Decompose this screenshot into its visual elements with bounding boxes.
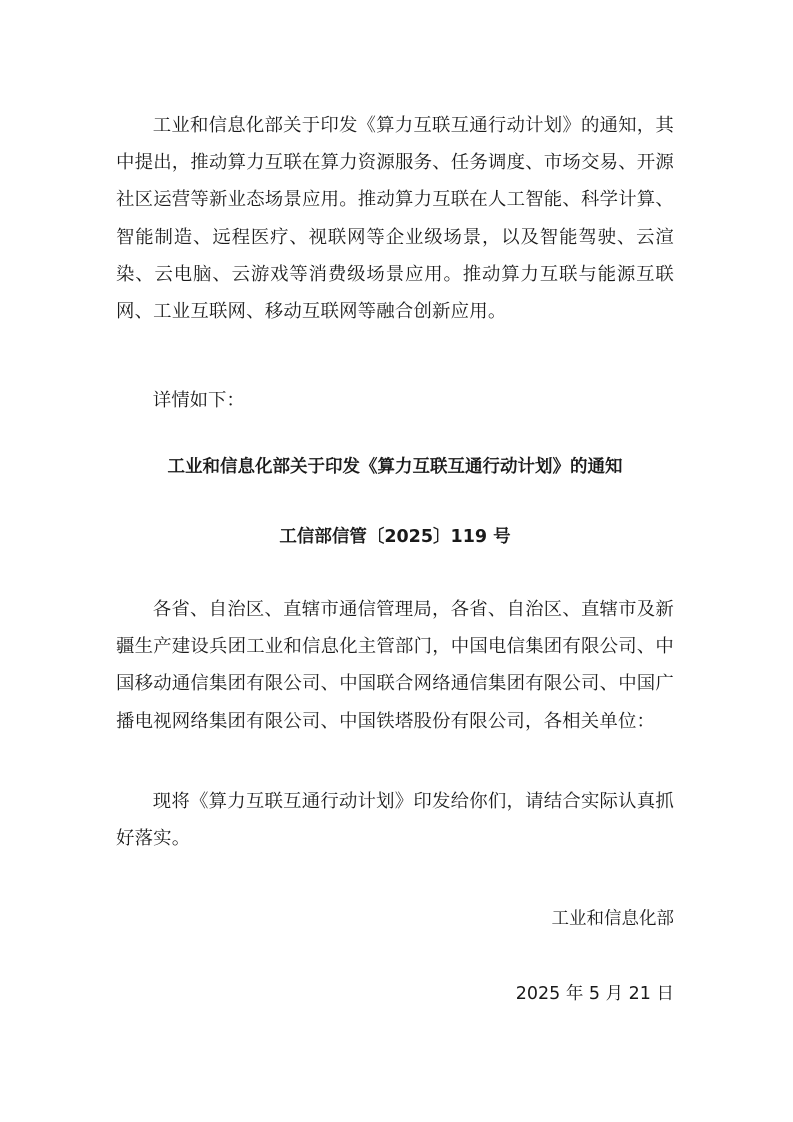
body-paragraph: 现将《算力互联互通行动计划》印发给你们，请结合实际认真抓好落实。	[116, 791, 674, 850]
recipients-paragraph: 各省、自治区、直辖市通信管理局，各省、自治区、直辖市及新疆生产建设兵团工业和信息化主管部门，中国电信集团有限公司、中国移动通信集团有限公司、中国联合网络通信集团有限公司、中国广播电视网络集团有限公司、中国铁塔股份有限公司，各相关单位：	[116, 599, 674, 732]
signature: 工业和信息化部	[551, 909, 674, 929]
notice-title: 工业和信息化部关于印发《算力互联互通行动计划》的通知	[167, 457, 623, 477]
details-label: 详情如下：	[152, 390, 245, 411]
document-number: 工信部信管〔2025〕119 号	[279, 527, 511, 547]
intro-paragraph: 工业和信息化部关于印发《算力互联互通行动计划》的通知，其中提出，推动算力互联在算力资源服务、任务调度、市场交易、开源社区运营等新业态场景应用。推动算力互联在人工智能、科学计算、智能制造、远程医疗、视联网等企业级场景，以及智能驾驶、云渲染、云电脑、云游戏等消费级场景应用。推动算力互联与能源互联网、工业互联网、移动互联网等融合创新应用。	[116, 115, 674, 323]
date: 2025 年 5 月 21 日	[515, 984, 674, 1004]
